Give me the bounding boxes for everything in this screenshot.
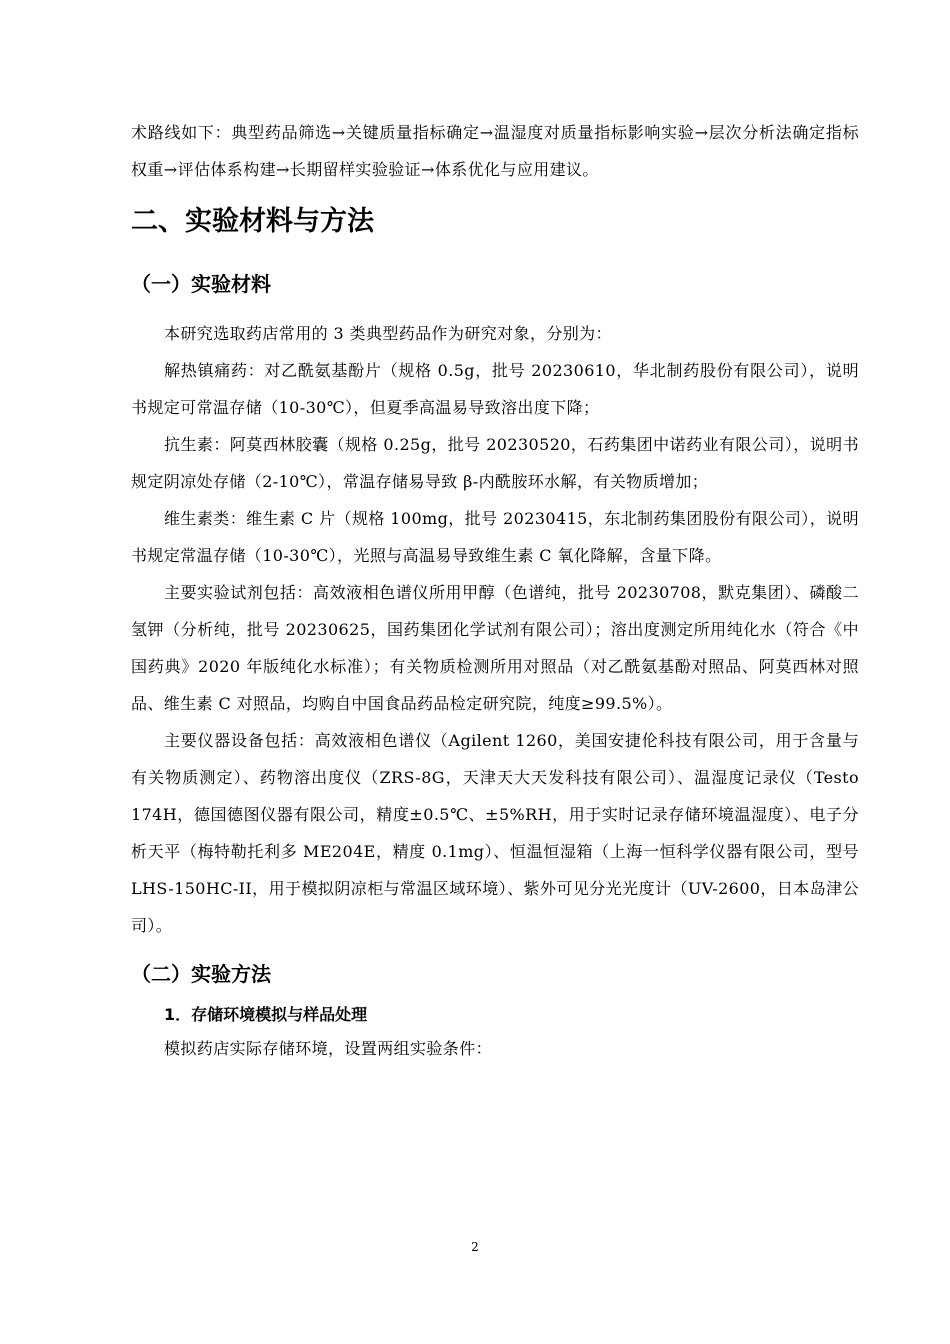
method-item-text: 模拟药店实际存储环境，设置两组实验条件： [164, 1039, 493, 1058]
tech-route-paragraph: 术路线如下：典型药品筛选→关键质量指标确定→温湿度对质量指标影响实验→层次分析法确定指标权重→评估体系构建→长期留样实验验证→体系优化与应用建议。 [131, 123, 859, 179]
subsection-title-materials: （一）实验材料 [131, 272, 271, 296]
method-item-title: 1．存储环境模拟与样品处理 [164, 1005, 368, 1024]
page-number: 2 [471, 1240, 479, 1254]
materials-intro: 本研究选取药店常用的 3 类典型药品作为研究对象，分别为： [164, 324, 612, 343]
reagents-paragraph: 主要实验试剂包括：高效液相色谱仪所用甲醇（色谱纯，批号 20230708，默克集团）、磷酸二氢钾（分析纯，批号 20230625，国药集团化学试剂有限公司）；溶出度测定所用纯化水（符合《中国药典》2020 年版纯化水标准）；有关物质检测所用对照品（对乙酰氨基酚对照品、阿莫西林对照品、维生素 C 对照品，均购自中国食品药品检定研究院，纯度≥99.5%）。 [131, 583, 859, 713]
drug-paragraph-antibiotic: 抗生素：阿莫西林胶囊（规格 0.25g，批号 20230520，石药集团中诺药业有限公司），说明书规定阴凉处存储（2-10℃），常温存储易导致 β-内酰胺环水解，有关物质增加； [131, 435, 859, 491]
subsection-title-methods: （二）实验方法 [131, 962, 271, 986]
instruments-paragraph: 主要仪器设备包括：高效液相色谱仪（Agilent 1260，美国安捷伦科技有限公司，用于含量与有关物质测定）、药物溶出度仪（ZRS-8G，天津天大天发科技有限公司）、温湿度记录仪（Testo 174H，德国德图仪器有限公司，精度±0.5℃、±5%RH，用于实时记录存储环境温湿度）、电子分析天平（梅特勒托利多 ME204E，精度 0.1mg）、恒温恒湿箱（上海一恒科学仪器有限公司，型号 LHS-150HC-II，用于模拟阴凉柜与常温区域环境）、紫外可见分光光度计（UV-2600，日本岛津公司）。 [131, 731, 859, 935]
drug-paragraph-antipyretic: 解热镇痛药：对乙酰氨基酚片（规格 0.5g，批号 20230610，华北制药股份有限公司），说明书规定可常温存储（10-30℃），但夏季高温易导致溶出度下降； [131, 361, 859, 417]
drug-paragraph-vitamin: 维生素类：维生素 C 片（规格 100mg，批号 20230415，东北制药集团股份有限公司），说明书规定常温存储（10-30℃），光照与高温易导致维生素 C 氧化降解，含量下降。 [131, 509, 859, 565]
page-content [131, 114, 859, 1067]
section-title: 二、实验材料与方法 [131, 206, 374, 237]
